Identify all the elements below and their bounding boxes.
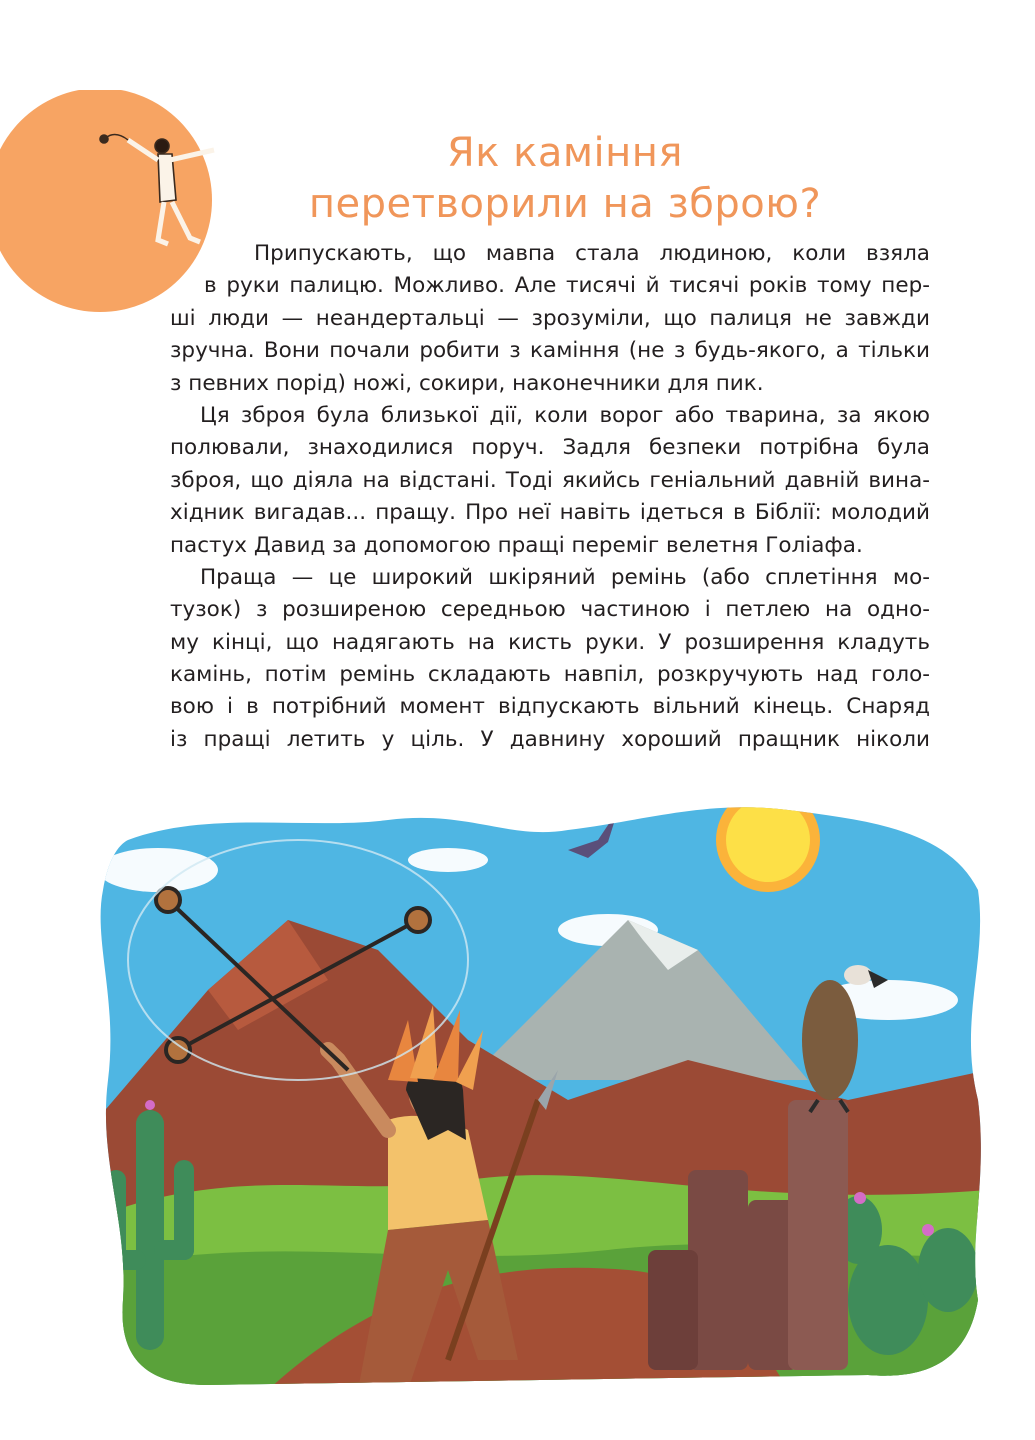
- text-line: вою і в потрібний момент відпускають вільний кінець. Снаряд: [170, 694, 930, 720]
- text-line: Ця зброя була близької дії, коли ворог або тварина, за якою: [200, 402, 930, 428]
- text-line: зброя, що діяла на відстані. Тоді якийсь геніальний давній вина-: [170, 467, 930, 493]
- article-body: [170, 238, 930, 756]
- text-line: з певних порід) ножі, сокири, наконечники для пик.: [170, 370, 764, 396]
- paragraph-1: [170, 238, 930, 400]
- text-line: пастух Давид за допомогою пращі переміг велетня Голіафа.: [170, 532, 863, 558]
- text-line: хідник вигадав... пращу. Про неї навіть ідеться в Біблії: молодий: [170, 500, 930, 526]
- text-line: із пращі летить у ціль. У давнину хороший пращник ніколи: [170, 726, 930, 752]
- text-line: Праща — це широкий шкіряний ремінь (або сплетіння мо-: [200, 564, 930, 590]
- text-line: в руки палицю. Можливо. Але тисячі й тисячі років тому пер-: [204, 273, 930, 299]
- page-title: [250, 128, 880, 230]
- paragraph-2: [170, 400, 930, 562]
- text-line: тузок) з розширеною середньою частиною і петлею на одно-: [170, 597, 930, 623]
- text-line: зручна. Вони почали робити з каміння (не з будь-якого, а тільки: [170, 338, 930, 364]
- paragraph-3: [170, 562, 930, 756]
- landscape-illustration: [88, 800, 988, 1390]
- text-line: Припускають, що мавпа стала людиною, коли взяла: [254, 241, 930, 266]
- title-line-1: Як каміння: [447, 130, 683, 176]
- text-line: ші люди — неандертальці — зрозуміли, що палиця не завжди: [170, 305, 930, 331]
- title-line-2: перетворили на зброю?: [308, 181, 822, 227]
- text-line: камінь, потім ремінь складають навпіл, розкручують над голо-: [170, 662, 930, 688]
- text-line: му кінці, що надягають на кисть руки. У розширення кладуть: [170, 629, 930, 655]
- text-line: полювали, знаходилися поруч. Задля безпеки потрібна була: [170, 435, 930, 461]
